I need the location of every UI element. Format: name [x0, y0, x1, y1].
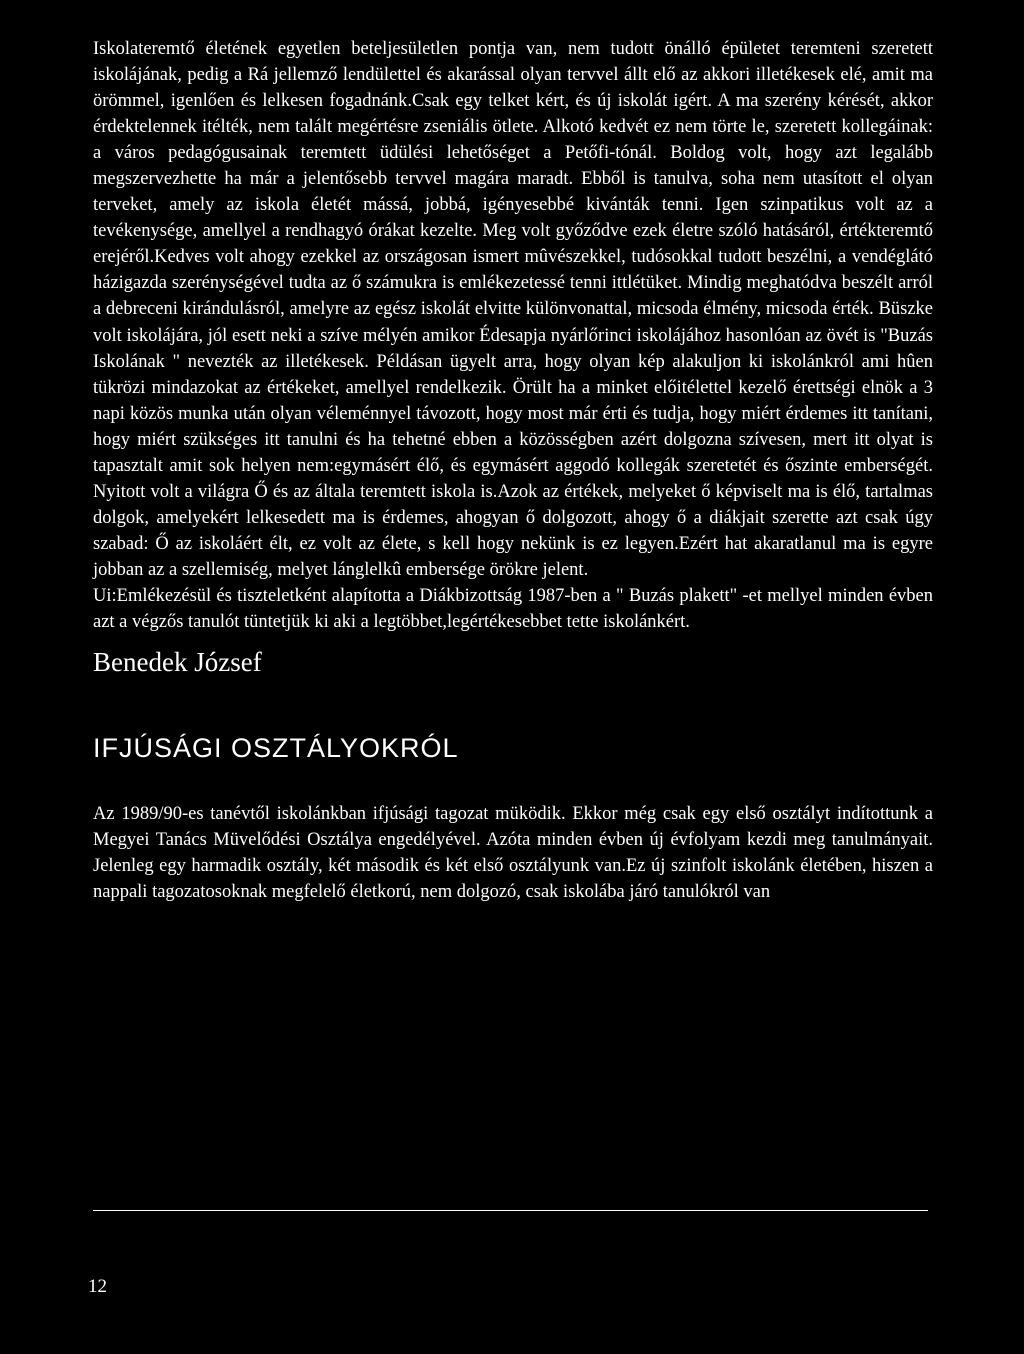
page-content: [93, 36, 933, 905]
section-heading: IFJÚSÁGI OSZTÁLYOKRÓL: [93, 733, 459, 764]
footer-divider: [93, 1210, 928, 1211]
body-paragraph-2: Az 1989/90-es tanévtől iskolánkban ifjúsági tagozat müködik. Ekkor még csak egy első osztályt indítottunk a Megyei Tanács Müvelődési Osztálya engedélyével. Azóta minden évben új évfolyam kezdi meg tanulmányait. Jelenleg egy harmadik osztály, két második és két első osztályunk van.Ez új szinfolt iskolánk életében, hiszen a nappali tagozatosoknak megfelelő életkorú, nem dolgozó, csak iskolába járó tanulókról van: [93, 804, 933, 903]
author-name: Benedek József: [93, 647, 262, 678]
page-number: 12: [88, 1276, 107, 1297]
postscript-note: Ui:Emlékezésül és tiszteletként alapította a Diákbizottság 1987-ben a " Buzás plakett" -et mellyel minden évben azt a végzős tanulót tüntetjük ki aki a legtöbbet,legértékesebbet tette iskolánkért.: [93, 585, 933, 633]
body-paragraph-1: Iskolateremtő életének egyetlen beteljesületlen pontja van, nem tudott önálló épületet teremteni szeretett iskolájának, pedig a Rá jellemző lendülettel és akarással olyan tervvel állt elő az akkori illetékesek elé, amit ma örömmel, igenlően és lelkesen fogadnánk.Csak egy telket kért, és új iskolát igért. A ma szerény kérését, akkor érdektelennek itélték, nem talált megértésre zseniális ötlete. Alkotó kedvét ez nem törte le, szeretett kollegáinak: a város pedagógusainak teremtett üdülési lehetőséget a Petőfi-tónál. Boldog volt, hogy azt legalább megszervezhette ha már a jelentősebb tervvel magára maradt. Ebből is tanulva, soha nem utasított el olyan terveket, amely az iskola életét mássá, jobbá, igényesebbé kivánták tenni. Igen szinpatikus volt az a tevékenysége, amellyel a rendhagyó órákat kezelte. Meg volt győződve ezek életre szóló hatásáról, értékteremtő erejéről.Kedves volt ahogy ezekkel az országosan ismert mûvészekkel, tudósokkal tudott beszélni, a vendéglátó házigazda szerénységével tudta az ő számukra is emlékezetessé tenni ittlétüket. Mindig meghatódva beszélt arról a debreceni kirándulásról, amelyre az egész iskolát elvitte különvonattal, micsoda élmény, micsoda érték. Büszke volt iskolájára, jól esett neki a szíve mélyén amikor Édesapja nyárlőrinci iskolájához hasonlóan az övét is "Buzás Iskolának " nevezték az illetékesek. Példásan ügyelt arra, hogy olyan kép alakuljon ki iskolánkról ami hûen tükrözi mindazokat az értékeket, amellyel rendelkezik. Örült ha a minket előitélettel kezelő érettségi elnök a 3 napi közös munka után olyan véleménnyel távozott, hogy most már érti és tudja, hogy miért érdemes itt tanítani, hogy miért szükséges itt tanulni és ha tehetné ebben a közösségben azért dolgozna szívesen, mert itt olyat is tapasztalt amit sok helyen nem:egymásért élő, és egymásért aggodó kollegák szeretetét és őszinte emberségét. Nyitott volt a világra Ő és az általa teremtett iskola is.Azok az értékek, melyeket ő képviselt ma is élő, tartalmas dolgok, amelyekért lelkesedett ma is érdemes, ahogyan ő dolgozott, ahogy ő a diákjait szerette azt csak úgy szabad: Ő az iskoláért élt, ez volt az élete, s kell hogy nekünk is ez legyen.Ezért hat akaratlanul ma is egyre jobban az a szellemiség, melyet lánglelkû embersége örökre jelent.: [93, 39, 933, 580]
